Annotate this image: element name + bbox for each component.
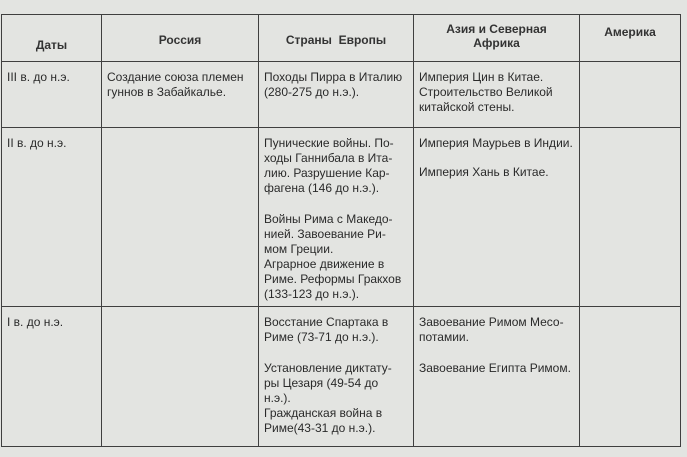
cell-asia (414, 62, 580, 128)
entry: Походы Пирра в Италию (280-275 до н.э.). (264, 70, 403, 99)
header-europe-label: Страны Европы (285, 33, 387, 47)
entry: Пунические войны. По- ходы Ганнибала в Ита- лию. Разрушение Кар- фагена (146 до н.э.). (264, 136, 394, 195)
cell-america (580, 307, 681, 447)
header-america-label: Америка (604, 25, 656, 39)
header-dates (2, 15, 102, 62)
entry: Империя Маурьев в Индии. (419, 136, 573, 150)
entry: Завоевание Египта Римом. (419, 361, 571, 375)
header-asia-label: Азия и Северная Африка (446, 22, 547, 50)
cell-europe (259, 128, 414, 307)
table-row (2, 307, 681, 447)
header-europe (259, 15, 414, 62)
cell-europe (259, 307, 414, 447)
header-dates-label: Даты (35, 38, 68, 52)
entry: Империя Цин в Китае. Строительство Великой китайской стены. (419, 70, 553, 114)
entry: Завоевание Римом Месо- потамии. (419, 315, 564, 344)
entry: Восстание Спартака в Риме (73-71 до н.э.). (264, 315, 389, 344)
header-row (2, 15, 681, 62)
table-row (2, 62, 681, 128)
cell-europe (259, 62, 414, 128)
entry: Войны Рима с Македо- нией. Завоевание Ри- мом Греции. Аграрное движение в Риме. Реформы Гракхов (133-123 до н.э.). (264, 212, 402, 301)
cell-asia (414, 128, 580, 307)
header-russia (102, 15, 259, 62)
cell-america (580, 128, 681, 307)
entry: Создание союза племен гуннов в Забайкалье. (107, 70, 244, 99)
header-asia (414, 15, 580, 62)
cell-date: III в. до н.э. (2, 62, 102, 128)
header-america (580, 15, 681, 62)
cell-russia (102, 128, 259, 307)
cell-date: I в. до н.э. (2, 307, 102, 447)
entry: Империя Хань в Китае. (419, 165, 549, 179)
table-row (2, 128, 681, 307)
history-table (1, 14, 681, 447)
entry: Установление диктату- ры Цезаря (49-54 до н.э.). Гражданская война в Риме(43-31 до н.э.). (264, 361, 392, 435)
cell-russia (102, 307, 259, 447)
cell-america (580, 62, 681, 128)
cell-date: II в. до н.э. (2, 128, 102, 307)
cell-russia (102, 62, 259, 128)
header-russia-label: Россия (158, 33, 202, 47)
cell-asia (414, 307, 580, 447)
